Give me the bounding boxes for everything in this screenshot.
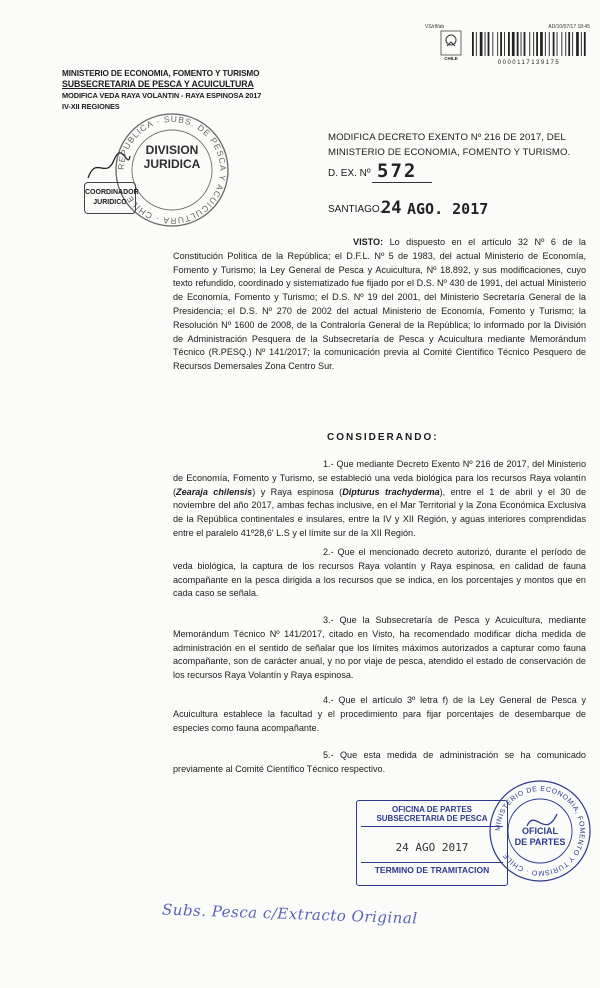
document-title bbox=[328, 130, 588, 160]
subsecretaria-name: SUBSECRETARIA DE PESCA Y ACUICULTURA bbox=[62, 79, 254, 89]
considerando-3 bbox=[173, 614, 586, 683]
handwritten-note: Subs. Pesca c/Extracto Original bbox=[161, 900, 418, 928]
ref-code-right: AD/10/07/17 18:45 bbox=[548, 24, 590, 30]
seal-center-line2: JURIDICA bbox=[143, 157, 201, 171]
stamp-line1: OFICINA DE PARTES bbox=[391, 805, 472, 814]
seal2-line2: DE PARTES bbox=[514, 837, 566, 847]
title-line1: MODIFICA DECRETO EXENTO Nº 216 DE 2017, DEL bbox=[328, 132, 566, 143]
santiago-label: SANTIAGO, bbox=[328, 204, 383, 215]
decree-underline bbox=[372, 182, 432, 183]
species-name-2: Dipturus trachyderma bbox=[342, 486, 440, 497]
consid-1-text-e: ), entre el 1 de abril y el 30 de noviembre del año 2017, ambas fechas inclusive, en el Mar Territorial y la Zona Económica Exclusiva de la República continentales e insulares, entre la IV y XII Región, y aguas interiores comprendidas entre el paralelo 41º28,6' L.S y el límite sur de la XII Región. bbox=[173, 486, 587, 538]
considerando-2 bbox=[173, 546, 586, 601]
date-rest: AGO. 2017 bbox=[407, 200, 489, 218]
ref-code-left: VS/rlf/ab bbox=[425, 24, 445, 30]
seal-ring-text: REPUBLICA · SUBS. DE PESCA Y ACUICULTURA · CHILE bbox=[115, 113, 229, 227]
decree-label: D. EX. Nº bbox=[328, 168, 371, 179]
visto-block bbox=[173, 236, 586, 374]
visto-text: Lo dispuesto en el artículo 32 Nº 6 de la Constitución Política de la República; el D.F.L. Nº 5 de 1983, del actual Ministerio de Economía, Fomento y Turismo; la Ley General de Pesca y Acuicultura, Nº 18.892, y sus modificaciones, cuyo texto refundido, coordinado y sistematizado fue fijado por el D.S. Nº 430 de 1991, del actual Ministerio de Economía, Fomento y Turismo; el D.S. Nº 19 del 2001, del Ministerio Secretaría General de la Presidencia; el D.S. Nº 270 de 2002 del actual Ministerio de Economía, Fomento y Turismo; la Resolución Nº 1600 de 2008, de la Contraloría General de la República; lo informado por la División de Administración Pesquera de la Subsecretaría de Pesca y Acuicultura mediante Memorándum Técnico (R.PESQ.) Nº 141/2017; la comunicación previa al Comité Científico Técnico Pesquero de Recursos Demersales Zona Centro Sur. bbox=[173, 237, 586, 372]
title-line2: MINISTERIO DE ECONOMIA, FOMENTO Y TURISMO. bbox=[328, 147, 571, 158]
signature-scribble-icon bbox=[84, 150, 134, 184]
species-name-1: Zearaja chilensis bbox=[176, 486, 253, 497]
stamp-footer: TERMINO DE TRAMITACION bbox=[374, 865, 490, 875]
consid-3-text: 3.- Que la Subsecretaría de Pesca y Acuicultura, mediante Memorándum Técnico Nº 141/2017, citado en Visto, ha recomendado modificar dicha medida de administración en el sentido de señalar que los límites máximos autorizados a capturar como fauna acompañante, son de carácter anual, y no por viaje de pesca, atendido el estado de conservación de los recursos Raya Volantín y Raya espinosa. bbox=[173, 615, 586, 681]
consid-1-text-c: ) y Raya espinosa ( bbox=[252, 486, 343, 497]
stamp-line2: SUBSECRETARIA DE PESCA bbox=[376, 814, 488, 823]
seal-center-line1: DIVISION bbox=[145, 143, 199, 157]
considerando-4 bbox=[173, 694, 586, 735]
emblem-caption: CHILE bbox=[444, 56, 458, 61]
decree-number-row bbox=[328, 168, 371, 179]
chile-emblem-icon bbox=[440, 30, 462, 56]
considerando-5 bbox=[173, 749, 586, 777]
coordinator-line2: JURIDICO bbox=[93, 199, 127, 206]
barcode-number: 0000117139175 bbox=[497, 60, 561, 66]
seal2-ring-text: MINISTERIO DE ECONOMIA, FOMENTO Y TURISMO · CHILE bbox=[494, 785, 586, 877]
coordinator-stamp bbox=[84, 182, 139, 214]
oficina-partes-stamp bbox=[356, 800, 508, 886]
barcode bbox=[470, 32, 590, 62]
subject-line: MODIFICA VEDA RAYA VOLANTIN - RAYA ESPINOSA 2017 bbox=[62, 91, 262, 100]
seal2-line1: OFICIAL bbox=[522, 826, 558, 836]
consid-2-text: 2.- Que el mencionado decreto autorizó, durante el período de veda biológica, la captura de los recursos Raya volantín y Raya espinosa, en calidad de fauna acompañante en la pesca dirigida a los recursos que se indica, en los porcentajes y montos que en cada caso se señala. bbox=[173, 547, 586, 599]
header-block bbox=[62, 68, 302, 112]
consid-1-text-a: 1.- Que mediante Decreto Exento Nº 216 de 2017, del Ministerio de Economía, Fomento y Turismo, se estableció una veda biológica para los recursos Raya volantín ( bbox=[173, 459, 586, 497]
regions-line: IV-XII REGIONES bbox=[62, 102, 120, 111]
considerando-heading: CONSIDERANDO: bbox=[327, 432, 439, 443]
decree-number: 572 bbox=[377, 160, 418, 182]
coordinator-line1: COORDINADOR bbox=[85, 189, 139, 196]
visto-label: VISTO: bbox=[353, 237, 384, 247]
consid-5-text: 5.- Que esta medida de administración se ha comunicado previamente al Comité Científico Técnico respectivo. bbox=[173, 750, 586, 774]
stamp-date: 24 AGO 2017 bbox=[395, 841, 469, 854]
consid-4-text: 4.- Que el artículo 3º letra f) de la Ley General de Pesca y Acuicultura establece la facultad y el procedimiento para fijar porcentajes de desembarque de especies como fauna acompañante. bbox=[173, 695, 586, 733]
ministry-name: MINISTERIO DE ECONOMIA, FOMENTO Y TURISMO bbox=[62, 69, 260, 78]
date-day: 24 bbox=[381, 198, 402, 218]
considerando-1 bbox=[173, 458, 586, 541]
